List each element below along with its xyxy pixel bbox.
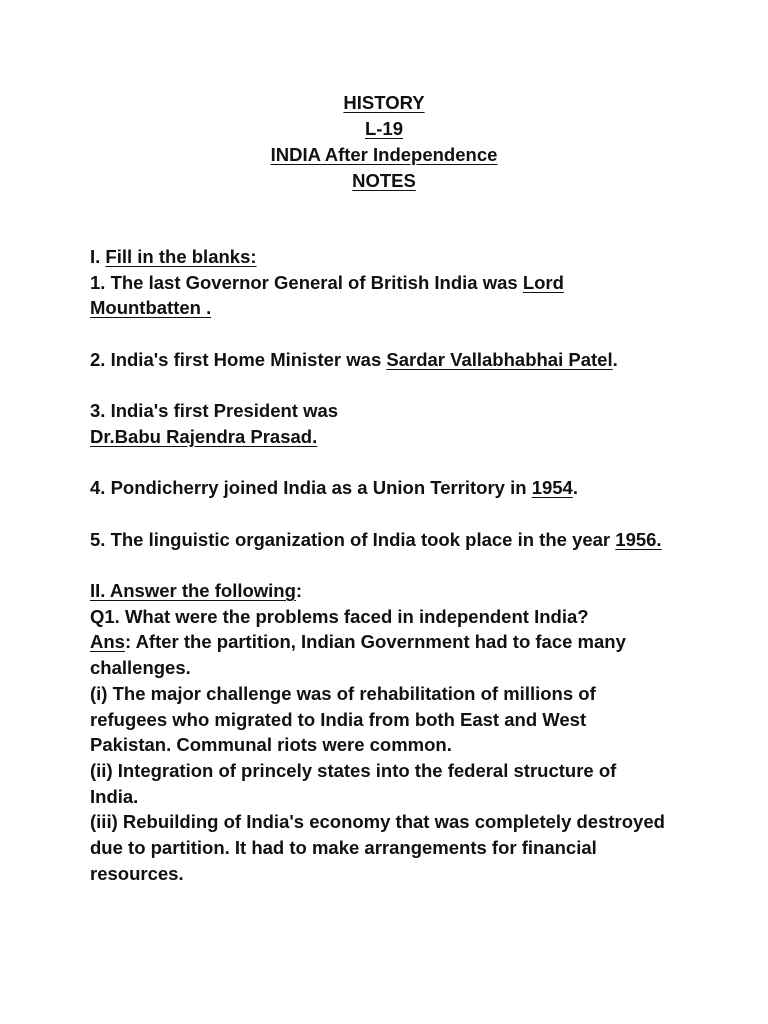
question-text: 2. India's first Home Minister was <box>90 348 387 370</box>
question-1-continued <box>90 295 690 321</box>
answer-point-1-line: Pakistan. Communal riots were common. <box>90 734 452 756</box>
answer-text: Lord <box>522 271 564 293</box>
spacer <box>90 321 690 347</box>
document-header <box>0 90 768 194</box>
question-2 <box>90 347 690 373</box>
spacer <box>90 552 690 578</box>
answer-point-2-line: India. <box>90 785 139 807</box>
question-text: 1. The last Governor General of British India was <box>90 271 523 293</box>
answer-point-3-line: resources. <box>90 862 184 884</box>
question-1 <box>90 270 690 296</box>
document-body <box>90 244 690 887</box>
section-title: II. Answer the following <box>90 580 296 602</box>
question-text: 3. India's first President was <box>90 400 339 422</box>
answer-text: 1954 <box>531 477 573 499</box>
question-3-answer <box>90 424 690 450</box>
question-4 <box>90 475 690 501</box>
section-heading-fill-blanks <box>90 244 690 270</box>
long-question-1: Q1. What were the problems faced in independent India? <box>90 605 589 627</box>
subject-title: HISTORY <box>343 92 425 113</box>
answer-point-3-line: due to partition. It had to make arrangements for financial <box>90 837 597 859</box>
answer-text: 1956. <box>615 528 662 550</box>
section-title: Fill in the blanks: <box>105 246 257 267</box>
question-3 <box>90 398 690 424</box>
question-text: 5. The linguistic organization of India took place in the year <box>90 528 616 550</box>
chapter-title: INDIA After Independence <box>270 144 498 165</box>
spacer <box>90 373 690 399</box>
spacer <box>90 450 690 476</box>
spacer <box>90 501 690 527</box>
notes-label: NOTES <box>352 170 416 191</box>
section-numeral: I. <box>90 246 106 267</box>
question-5 <box>90 527 690 553</box>
question-text: 4. Pondicherry joined India as a Union Territory in <box>90 477 532 499</box>
answer-point-1: (i) The major challenge was of rehabilitation of millions of <box>90 682 596 704</box>
answer-line: challenges. <box>90 657 191 679</box>
answer-point-1-line: refugees who migrated to India from both East and West <box>90 708 587 730</box>
answer-text: Dr.Babu Rajendra Prasad. <box>90 425 318 447</box>
punctuation: . <box>572 477 578 499</box>
answer-intro <box>90 629 690 655</box>
answer-point-3: (iii) Rebuilding of India's economy that was completely destroyed <box>90 811 665 833</box>
answer-text: : After the partition, Indian Government had to face many <box>124 631 626 653</box>
answer-text: Sardar Vallabhabhai Patel <box>386 348 613 370</box>
punctuation: . <box>612 348 618 370</box>
punctuation: : <box>295 580 303 602</box>
answer-text: Mountbatten . <box>90 297 212 319</box>
lesson-number: L-19 <box>364 118 404 139</box>
answer-label: Ans <box>90 631 125 653</box>
answer-point-2: (ii) Integration of princely states into the federal structure of <box>90 759 617 781</box>
section-heading-answer-following <box>90 578 690 604</box>
